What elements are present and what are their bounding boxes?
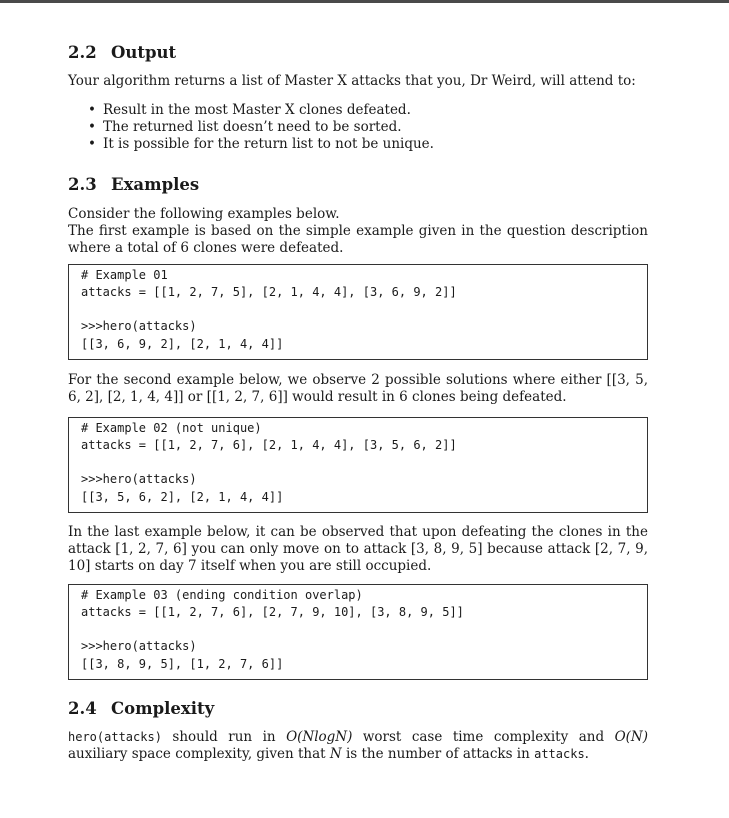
code-line: >>>hero(attacks) xyxy=(81,639,197,654)
top-border xyxy=(0,0,729,3)
list-item: • Result in the most Master X clones defeated. xyxy=(88,102,434,119)
section-number: 2.4 xyxy=(68,699,97,718)
section-heading-output xyxy=(68,44,176,61)
code-line: attacks = [[1, 2, 7, 6], [2, 7, 9, 10], [3, 8, 9, 5]] xyxy=(81,605,464,620)
output-bullet-list xyxy=(88,102,434,153)
code-block-example-3 xyxy=(68,584,648,680)
section-title: Examples xyxy=(111,175,200,194)
code-block-example-2 xyxy=(68,417,648,513)
complexity-paragraph: hero(attacks) should run in O(NlogN) worst case time complexity and O(N) auxiliary space complexity, given that N is the number of attacks in attacks. xyxy=(68,729,648,762)
section-number: 2.2 xyxy=(68,43,97,62)
function-name: hero(attacks) xyxy=(68,730,162,744)
parameter-name: attacks xyxy=(534,747,585,761)
code-line: attacks = [[1, 2, 7, 6], [2, 1, 4, 4], [3, 5, 6, 2]] xyxy=(81,438,457,453)
code-comment: # Example 01 xyxy=(81,268,168,282)
code-block-example-1 xyxy=(68,264,648,360)
variable-n: N xyxy=(329,746,342,762)
section-heading-complexity xyxy=(68,700,214,717)
code-line: [[3, 5, 6, 2], [2, 1, 4, 4]] xyxy=(81,489,284,504)
code-line: [[3, 8, 9, 5], [1, 2, 7, 6]] xyxy=(81,656,284,671)
examples-paragraph-3: In the last example below, it can be observed that upon defeating the clones in the attack [1, 2, 7, 6] you can only move on to attack [3, 8, 9, 5] because attack [2, 7, 9, 10] starts on day 7 itself when you are still occupied. xyxy=(68,524,648,574)
code-comment: # Example 02 (not unique) xyxy=(81,421,262,435)
time-complexity: O(NlogN) xyxy=(286,729,353,745)
examples-intro xyxy=(68,206,648,257)
examples-intro-line: The first example is based on the simple example given in the question description where a total of 6 clones were defeated. xyxy=(68,223,648,256)
section-number: 2.3 xyxy=(68,175,97,194)
code-line: >>>hero(attacks) xyxy=(81,319,197,334)
list-item: • The returned list doesn’t need to be sorted. xyxy=(88,119,434,136)
code-line: [[3, 6, 9, 2], [2, 1, 4, 4]] xyxy=(81,336,284,351)
section-heading-examples xyxy=(68,176,199,193)
code-line: >>>hero(attacks) xyxy=(81,472,197,487)
output-intro: Your algorithm returns a list of Master X attacks that you, Dr Weird, will attend to: xyxy=(68,73,636,89)
examples-intro-line: Consider the following examples below. xyxy=(68,206,340,222)
code-line: attacks = [[1, 2, 7, 5], [2, 1, 4, 4], [3, 6, 9, 2]] xyxy=(81,285,457,300)
examples-paragraph-2: For the second example below, we observe 2 possible solutions where either [[3, 5, 6, 2], [2, 1, 4, 4]] or [[1, 2, 7, 6]] would result in 6 clones being defeated. xyxy=(68,372,648,405)
space-complexity: O(N) xyxy=(614,729,648,745)
code-comment: # Example 03 (ending condition overlap) xyxy=(81,588,363,602)
section-title: Output xyxy=(111,43,177,62)
list-item: • It is possible for the return list to not be unique. xyxy=(88,136,434,153)
section-title: Complexity xyxy=(111,699,215,718)
